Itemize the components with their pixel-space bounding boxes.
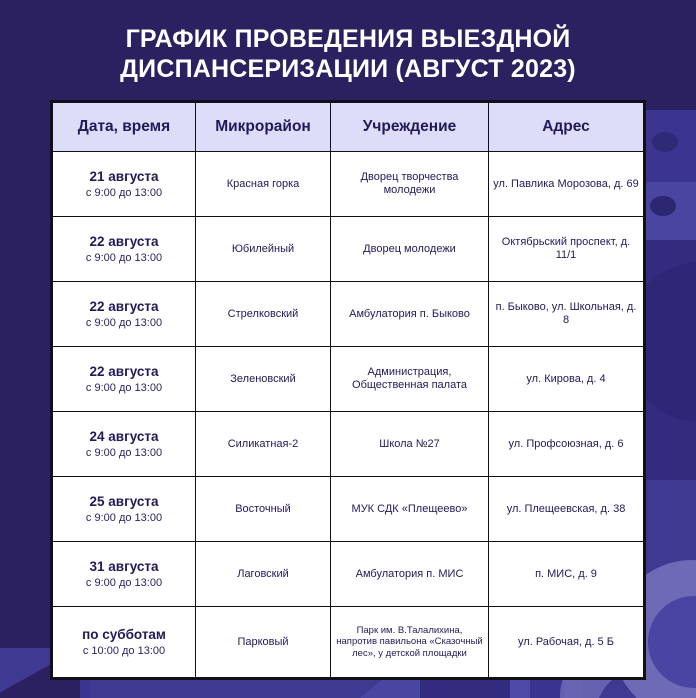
cell-date-day: 25 августа — [89, 493, 159, 509]
table-row — [52, 152, 645, 217]
cell-institution: Амбулатория п. Быково — [331, 282, 489, 347]
page-title — [0, 0, 696, 84]
cell-date-day: 22 августа — [89, 363, 159, 379]
cell-microdistrict: Силикатная-2 — [196, 412, 331, 477]
table-row — [52, 477, 645, 542]
cell-microdistrict: Лаговский — [196, 542, 331, 607]
table-row — [52, 607, 645, 679]
cell-microdistrict: Стрелковский — [196, 282, 331, 347]
table-row — [52, 282, 645, 347]
cell-microdistrict: Юбилейный — [196, 217, 331, 282]
table-row — [52, 412, 645, 477]
cell-date — [52, 412, 196, 477]
cell-institution: Школа №27 — [331, 412, 489, 477]
cell-institution: Амбулатория п. МИС — [331, 542, 489, 607]
cell-date — [52, 152, 196, 217]
cell-date-day: 31 августа — [89, 558, 159, 574]
cell-date-time: с 9:00 до 13:00 — [85, 576, 163, 589]
cell-date-time: с 9:00 до 13:00 — [85, 381, 163, 394]
cell-date-time: с 9:00 до 13:00 — [85, 316, 163, 329]
schedule-table-container — [50, 100, 646, 680]
cell-address: ул. Кирова, д. 4 — [489, 347, 645, 412]
cell-date-day: 22 августа — [89, 298, 159, 314]
cell-date — [52, 282, 196, 347]
cell-address: ул. Плещеевская, д. 38 — [489, 477, 645, 542]
cell-address: п. Быково, ул. Школьная, д. 8 — [489, 282, 645, 347]
column-header-institution: Учреждение — [331, 102, 489, 152]
cell-date — [52, 477, 196, 542]
cell-date-day: 21 августа — [89, 168, 159, 184]
cell-address: ул. Рабочая, д. 5 Б — [489, 607, 645, 679]
schedule-table — [50, 100, 646, 680]
cell-date — [52, 217, 196, 282]
cell-microdistrict: Восточный — [196, 477, 331, 542]
cell-date-day: 24 августа — [89, 428, 159, 444]
cell-microdistrict: Зеленовский — [196, 347, 331, 412]
page-title-line-1: ГРАФИК ПРОВЕДЕНИЯ ВЫЕЗДНОЙ — [125, 25, 571, 53]
cell-address: Октябрьский проспект, д. 11/1 — [489, 217, 645, 282]
cell-date-time: с 10:00 до 13:00 — [82, 644, 166, 657]
cell-date-time: с 9:00 до 13:00 — [85, 511, 163, 524]
cell-institution: Парк им. В.Талалихина, напротив павильона «Сказочный лес», у детской площадки — [331, 607, 489, 679]
cell-date — [52, 347, 196, 412]
cell-date — [52, 607, 196, 679]
deco-circle-small-lower — [650, 196, 676, 216]
table-body — [52, 152, 645, 679]
cell-institution: МУК СДК «Плещеево» — [331, 477, 489, 542]
cell-address: ул. Павлика Морозова, д. 69 — [489, 152, 645, 217]
table-header-row — [52, 102, 645, 152]
cell-date-day: 22 августа — [89, 233, 159, 249]
cell-date-time: с 9:00 до 13:00 — [85, 251, 163, 264]
table-row — [52, 217, 645, 282]
cell-microdistrict: Парковый — [196, 607, 331, 679]
column-header-microdistrict: Микрорайон — [196, 102, 331, 152]
deco-circle-small-upper — [652, 132, 678, 152]
table-row — [52, 542, 645, 607]
cell-institution: Дворец творчества молодежи — [331, 152, 489, 217]
cell-date-time: с 9:00 до 13:00 — [85, 186, 163, 199]
cell-microdistrict: Красная горка — [196, 152, 331, 217]
cell-institution: Администрация, Общественная палата — [331, 347, 489, 412]
cell-date-time: с 9:00 до 13:00 — [85, 446, 163, 459]
column-header-address: Адрес — [489, 102, 645, 152]
cell-address: ул. Профсоюзная, д. 6 — [489, 412, 645, 477]
page-title-line-2: ДИСПАНСЕРИЗАЦИИ (АВГУСТ 2023) — [120, 55, 576, 83]
column-header-date: Дата, время — [52, 102, 196, 152]
cell-institution: Дворец молодежи — [331, 217, 489, 282]
table-header — [52, 102, 645, 152]
table-row — [52, 347, 645, 412]
cell-address: п. МИС, д. 9 — [489, 542, 645, 607]
cell-date — [52, 542, 196, 607]
cell-date-day: по субботам — [82, 626, 166, 642]
